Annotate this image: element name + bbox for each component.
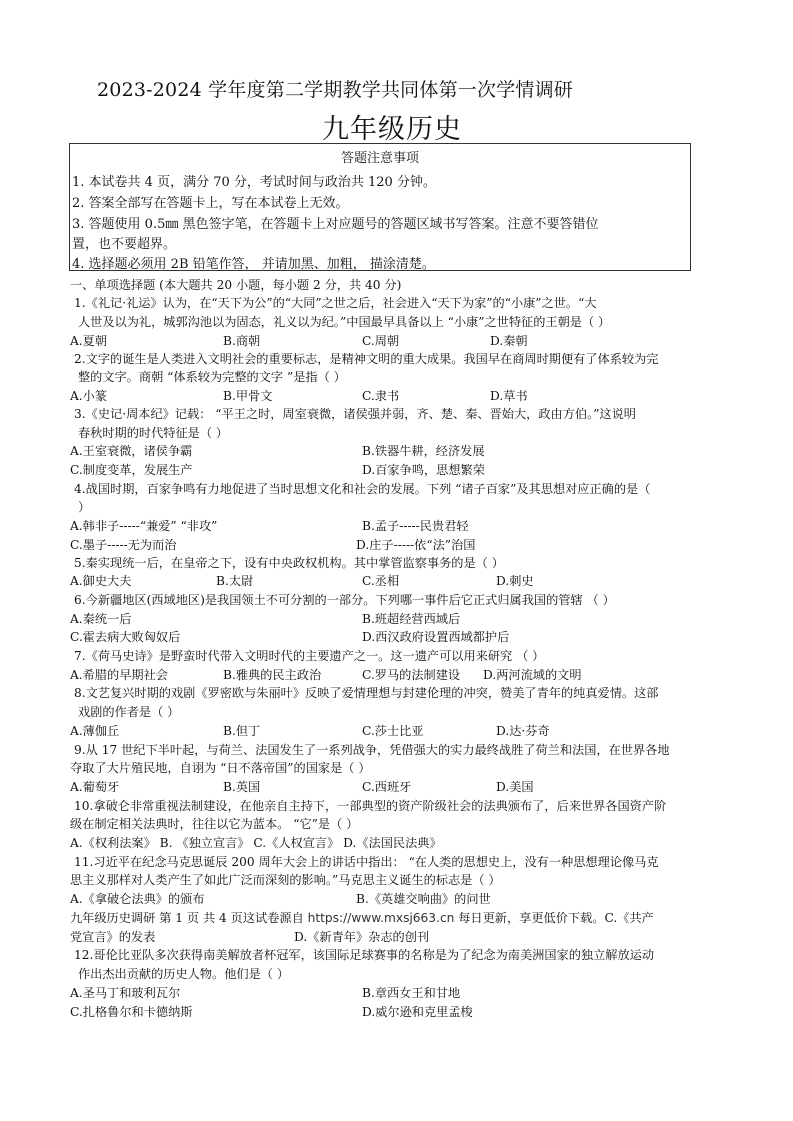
q11-option-c-cont: 党宣言》的发表 <box>70 930 156 944</box>
question-1-stem: 1.《礼记·礼运》认为，在“天下为公”的“大同”之世之后，社会进入“天下为家”的“小康”之世。“大 <box>74 296 597 310</box>
q2-option-c: C.隶书 <box>362 389 400 403</box>
notice-item: 4. 选择题必须用 2B 铅笔作答， 并请加黑、加粗， 描涂清楚。 <box>72 257 435 272</box>
question-7-stem: 7.《荷马史诗》是野蛮时代带入文明时代的主要遗产之一。这一遗产可以用来研究 （ ） <box>74 649 545 663</box>
q4-option-b: B.孟子-----民贵君轻 <box>362 519 469 533</box>
q6-option-b: B.班超经营西域后 <box>362 612 461 626</box>
question-11-stem: 11.习近平在纪念马克思诞辰 200 周年大会上的讲话中指出： “在人类的思想史上，没有一种思想理论像马克 <box>74 855 659 869</box>
question-11-stem-cont: 思主义那样对人类产生了如此广泛而深刻的影响。”马克思主义诞生的标志是（ ） <box>70 873 501 887</box>
q3-option-b: B.铁器牛耕，经济发展 <box>362 444 485 458</box>
q5-option-a: A.御史大夫 <box>70 574 132 588</box>
exam-subtitle: 九年级历史 <box>322 114 462 145</box>
q6-option-a: A.秦统一后 <box>70 612 132 626</box>
q4-option-c: C.墨子-----无为而治 <box>70 538 177 552</box>
question-5-stem: 5.秦实现统一后，在皇帝之下，设有中央政权机构。其中掌管监察事务的是（ ） <box>74 556 504 570</box>
q6-option-c: C.霍去病大败匈奴后 <box>70 630 181 644</box>
q9-option-d: D.美国 <box>496 780 534 794</box>
q11-option-b: B.《英雄交响曲》的问世 <box>356 892 491 906</box>
q8-option-d: D.达·芬奇 <box>496 724 550 738</box>
notice-heading: 答题注意事项 <box>340 151 419 166</box>
question-1-stem-cont: 人世及以为礼，城郭沟池以为固态，礼义以为纪。”中国最早具备以上 “小康”之世特征的王朝是（ ） <box>78 315 611 329</box>
q7-option-c: C.罗马的法制建设 <box>362 668 461 682</box>
q5-option-b: B.太尉 <box>216 574 254 588</box>
q1-option-c: C.周朝 <box>362 334 400 348</box>
notice-item: 2. 答案全部写在答题卡上，写在本试卷上无效。 <box>72 196 349 211</box>
q7-option-a: A.希腊的早期社会 <box>70 668 168 682</box>
q12-option-a: A.圣马丁和玻利瓦尔 <box>70 986 181 1000</box>
footer-suffix: 每日更新，享更低价下载。C.《共产 <box>454 911 654 925</box>
q3-option-d: D.百家争鸣，思想繁荣 <box>362 463 485 477</box>
source-link[interactable]: https://www.mxsj663.cn <box>307 911 455 925</box>
q8-option-c: C.莎士比亚 <box>362 724 424 738</box>
question-3-stem: 3.《史记·周本纪》记载： “平王之时，周室衰微，诸侯强并弱，齐、楚、秦、晋始大，政由方伯。”这说明 <box>74 407 636 421</box>
question-6-stem: 6.今新疆地区(西域地区)是我国领土不可分割的一部分。下列哪一事件后它正式归属我国的管辖 （ ） <box>74 593 615 607</box>
q5-option-c: C.丞相 <box>362 574 400 588</box>
q1-option-a: A.夏朝 <box>70 334 108 348</box>
q3-option-a: A.王室衰微，诸侯争霸 <box>70 444 193 458</box>
question-12-stem: 12.哥伦比亚队多次获得南美解放者杯冠军，该国际足球赛事的名称是为了纪念为南美洲国家的独立解放运动 <box>74 948 655 962</box>
question-10-stem: 10.拿破仑非常重视法制建设，在他亲自主持下，一部典型的资产阶级社会的法典颁布了，后来世界各国资产阶 <box>74 799 667 813</box>
q7-option-d: D.两河流域的文明 <box>483 668 582 682</box>
question-12-stem-cont: 作出杰出贡献的历史人物。他们是（ ） <box>78 967 290 981</box>
question-8-stem-cont: 戏剧的作者是（ ） <box>78 705 180 719</box>
q9-option-b: B.英国 <box>223 780 261 794</box>
question-9-stem-cont: 夺取了大片殖民地，自诩为 “日不落帝国”的国家是（ ） <box>70 761 371 775</box>
q2-option-a: A.小篆 <box>70 389 108 403</box>
q5-option-d: D.刺史 <box>496 574 534 588</box>
q3-option-c: C.制度变革，发展生产 <box>70 463 193 477</box>
q4-option-a: A.韩非子-----“兼爱” “非攻” <box>70 519 218 533</box>
question-4-stem-cont: ） <box>78 500 91 514</box>
notice-box <box>69 143 691 271</box>
q2-option-d: D.草书 <box>490 389 528 403</box>
q9-option-c: C.西班牙 <box>362 780 412 794</box>
question-2-stem: 2.文字的诞生是人类进入文明社会的重要标志，是精神文明的重大成果。我国早在商周时期便有了体系较为完 <box>74 352 659 366</box>
section-heading: 一、单项选择题 (本大题共 20 小题，每小题 2 分，共 40 分) <box>70 278 402 292</box>
q1-option-b: B.商朝 <box>223 334 261 348</box>
question-9-stem: 9.从 17 世纪下半叶起，与荷兰、法国发生了一系列战争，凭借强大的实力最终战胜了荷兰和法国，在世界各地 <box>74 743 670 757</box>
q8-option-b: B.但丁 <box>223 724 261 738</box>
footer-prefix: 九年级历史调研 第 1 页 共 4 页这试卷源自 <box>70 911 308 925</box>
q11-option-d: D.《新青年》杂志的创刊 <box>294 930 430 944</box>
q7-option-b: B.雅典的民主政治 <box>223 668 322 682</box>
question-4-stem: 4.战国时期，百家争鸣有力地促进了当时思想文化和社会的发展。下列 “诸子百家”及其思想对应正确的是（ <box>74 482 651 496</box>
question-10-stem-cont: 级在制定相关法典时，往往以它为蓝本。 “它”是（ ） <box>70 817 359 831</box>
question-8-stem: 8.文艺复兴时期的戏剧《罗密欧与朱丽叶》反映了爱情理想与封建伦理的冲突，赞美了青年的纯真爱情。这部 <box>74 686 659 700</box>
q12-option-c: C.扎格鲁尔和卡德纳斯 <box>70 1005 193 1019</box>
question-2-stem-cont: 整的文字。商朝 “体系较为完整的文字 ”是指（ ） <box>78 370 346 384</box>
q12-option-b: B.章西女王和甘地 <box>362 986 461 1000</box>
q4-option-d: D.庄子-----依“法”治国 <box>356 538 476 552</box>
q9-option-a: A.葡萄牙 <box>70 780 120 794</box>
q8-option-a: A.薄伽丘 <box>70 724 120 738</box>
page-footer <box>70 909 654 927</box>
notice-item: 1. 本试卷共 4 页，满分 70 分，考试时间与政治共 120 分钟。 <box>72 175 436 190</box>
exam-title: 2023-2024 学年度第二学期教学共同体第一次学情调研 <box>97 79 573 101</box>
q1-option-d: D.秦朝 <box>490 334 528 348</box>
q2-option-b: B.甲骨文 <box>223 389 273 403</box>
q6-option-d: D.西汉政府设置西域都护后 <box>362 630 510 644</box>
q12-option-d: D.威尔逊和克里孟梭 <box>362 1005 473 1019</box>
notice-item: 3. 答题使用 0.5㎜ 黑色签字笔，在答题卡上对应题号的答题区域书写答案。注意不要答错位 <box>72 217 599 232</box>
notice-item: 置，也不要超界。 <box>72 237 177 252</box>
q11-option-a: A.《拿破仑法典》的颁布 <box>70 892 205 906</box>
q10-options: A.《权利法案》 B. 《独立宣言》 C.《人权宣言》 D.《法国民法典》 <box>70 836 442 850</box>
question-3-stem-cont: 春秋时期的时代特征是（ ） <box>78 426 229 440</box>
